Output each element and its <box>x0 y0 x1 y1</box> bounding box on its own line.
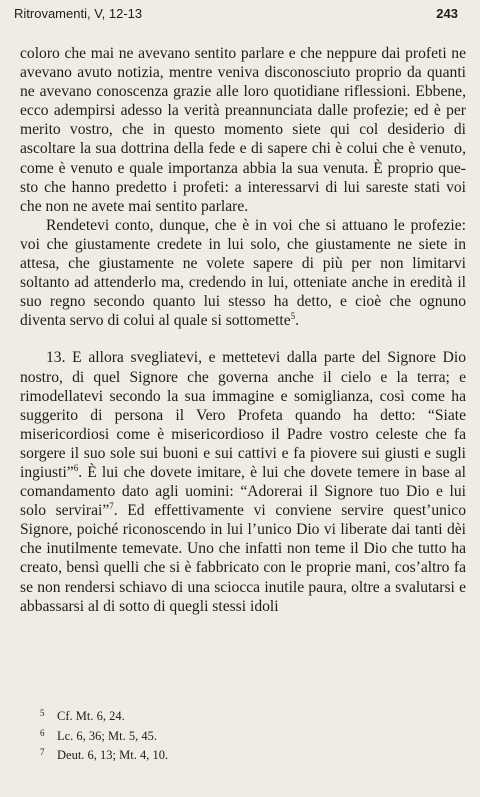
paragraph-1 <box>20 44 466 216</box>
note-mark-7: 7 <box>109 500 114 511</box>
body-text <box>20 44 466 616</box>
note-mark-6: 6 <box>73 462 79 473</box>
running-head <box>14 6 458 24</box>
footnote-number: 7 <box>40 747 45 757</box>
footnote <box>40 725 168 745</box>
footnote-number: 5 <box>40 708 45 718</box>
paragraph-3 <box>20 348 466 615</box>
paragraph-3-text-a: 13. E allora svegliatevi, e mettetevi dalla parte del Signore Dio nostro, di quel Signore che governa anche il cielo e la terra; e rimodellatevi secondo la sua immagine e somiglianza, così come ha suggerito di persona il Vero Profeta quando ha detto: “Siate misericordiosi come è misericordioso il Padre vostro celeste che fa sorgere il suo sole sui buoni e sui cattivi e fa piovere sui giusti e sugli ingiusti” <box>20 349 466 481</box>
paragraph-1-text: coloro che mai ne avevano sentito parlare e che neppure dai profeti ne avevano avuto notizia, mentre veniva disconosciuto proprio da quanti ne avevano conoscenza grazie alle loro quotidiane riflessioni. Ebbene, ecco adempirsi adesso la verità preannunciata dalle profezie; ed è per merito vostro, che in questo momento siete qui col desiderio di ascoltare la sua dottrina della fede e di sapere chi è colui che è venuto, come è venuto e quale importanza abbia la sua venuta. È proprio questo che hanno predetto i profeti: a interessarvi di lui sareste stati voi che non ne avete mai sentito parlare. <box>20 45 466 215</box>
running-title: Ritrovamenti, V, 12-13 <box>14 6 143 21</box>
paragraph-3-text-c: . Ed effettivamente vi conviene servire quest’unico Signore, poiché riconoscendo in lui l’unico Dio vi liberate dai tanti dèi che inutilmente temevate. Uno che infatti non teme il Dio che tutto ha creato, bensì quelli che si è fabbricato con le proprie mani, cos’altro fa se non rendersi schiavo di una sciocca inutile paura, oltre a svalutarsi e abbassarsi al di sotto di quegli stessi idoli <box>20 502 466 615</box>
paragraph-2-text: Rendetevi conto, dunque, che è in voi che si attuano le profezie: voi che giustamente credete in lui solo, che giustamente ne siete in attesa, che giustamente ne volete sapere di più per non limitarvi soltanto ad attenderlo ma, credendo in lui, otteniate anche in eredità il suo regno secondo quanto lui stesso ha detto, e cioè che ognuno diventa servo di colui al quale si sottomette <box>20 216 466 330</box>
footnote-text: Lc. 6, 36; Mt. 5, 45. <box>57 728 157 743</box>
footnote-text: Deut. 6, 13; Mt. 4, 10. <box>57 748 169 762</box>
page-number: 243 <box>436 6 458 21</box>
footnotes <box>40 705 168 764</box>
paragraph-3-text-b: . È lui che dovete imitare, è lui che dovete temere in base al comandamento dato agli uomini: “Adorerai il Signore tuo Dio e lui solo servirai” <box>20 463 466 520</box>
footnote <box>40 705 168 725</box>
footnote <box>40 744 168 764</box>
note-mark-5: 5 <box>290 311 296 322</box>
footnote-number: 6 <box>40 727 45 738</box>
paragraph-2: Rendetevi conto, dunque, che è in voi che si attuano le profezie: voi che giustamente credete in lui solo, che giustamente ne siete in attesa, che giustamente ne volete sapere di più per non limitarvi soltanto ad attenderlo ma, credendo in lui, otteniate anche in eredità il suo regno secondo quanto lui stesso ha detto, e cioè che ognuno diventa servo di colui al quale si sottomette$^5$. <box>20 216 466 330</box>
footnote-text: Cf. Mt. 6, 24. <box>57 709 125 723</box>
